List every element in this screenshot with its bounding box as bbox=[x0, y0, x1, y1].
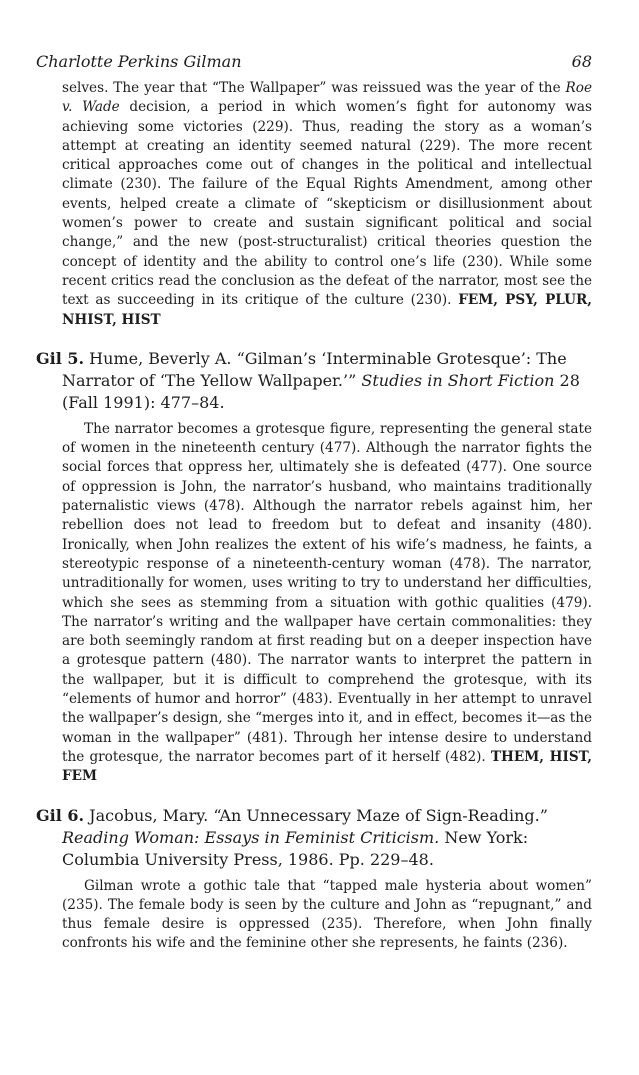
entry-citation bbox=[36, 348, 592, 414]
citation-text-b: 28 (Fall 1991): 477–84. bbox=[62, 370, 580, 412]
continuation-text-2: decision, a period in which women’s fight for autonomy was achieving some victories (229). Thus, reading the story as a woman’s attempt at creating an identity seemed natural (229). The more recent critical approaches come out of changes in the political and intellectual climate (230). The failure of the Equal Rights Amendment, among other events, helped create a climate of “skepticism or disillusionment about women’s power to create and sustain significant political and social change,” and the new (post-structuralist) critical theories question the concept of identity and the ability to control one’s life (230). While some recent critics read the conclusion as the defeat of the narrator, most see the text as succeeding in its critique of the culture (230). bbox=[62, 99, 592, 309]
entry-citation bbox=[36, 805, 592, 871]
entry-annotation bbox=[36, 420, 592, 787]
case-name: Roe v. Wade bbox=[62, 80, 592, 116]
entry-tags: THEM, HIST, FEM bbox=[62, 748, 592, 785]
running-head-author: Charlotte Perkins Gilman bbox=[36, 52, 242, 71]
entry-id: Gil 6. bbox=[36, 805, 85, 825]
citation-text-a: Jacobus, Mary. “An Unnecessary Maze of Sign-Reading.” bbox=[84, 805, 548, 825]
bibliography-entry-gil-6 bbox=[36, 805, 592, 954]
running-header bbox=[36, 52, 592, 71]
entry-annotation bbox=[36, 877, 592, 954]
citation-source: Reading Woman: Essays in Feminist Criticism. bbox=[62, 827, 440, 847]
annotation-text: Gilman wrote a gothic tale that “tapped male hysteria about women” (235). The female body is seen by the culture and John as “repugnant,” and thus female desire is oppressed (235). Therefore, when John finally confronts his wife and the feminine other she represents, he faints (236). bbox=[62, 877, 592, 952]
document-page bbox=[36, 52, 592, 954]
annotation-text: The narrator becomes a grotesque figure, representing the general state of women in the nineteenth century (477). Although the narrator fights the social forces that oppress her, ultimately she is defeated (477). One source of oppression is John, the narrator’s husband, who maintains traditionally paternalistic views (478). Although the narrator rebels against him, her rebellion does not lead to freedom but to defeat and insanity (480). Ironically, when John realizes the extent of his wife’s madness, he faints, a stereotypic response of a nineteenth-century woman (478). The narrator, untraditionally for women, uses writing to try to understand her difficulties, which she sees as stemming from a situation with gothic qualities (479). The narrator’s writing and the wallpaper have certain commonalities: they are both seemingly random at first reading but on a deeper inspection have a grotesque pattern (480). The narrator wants to interpret the pattern in the wallpaper, but it is difficult to comprehend the grotesque, with its “elements of humor and horror” (483). Eventually in her attempt to unravel the wallpaper’s design, she “merges into it, and in effect, becomes it—as the woman in the wallpaper” (481). Through her intense desire to understand the grotesque, the narrator becomes part of it herself (482). bbox=[62, 420, 592, 765]
citation-text-a: Hume, Beverly A. “Gilman’s ‘Interminable Grotesque’: The Narrator of ‘The Yellow Wallpaper.’” bbox=[62, 348, 567, 390]
citation-source: Studies in Short Fiction bbox=[361, 370, 555, 390]
continuation-text-1: selves. The year that “The Wallpaper” was reissued was the year of the bbox=[62, 80, 566, 96]
citation-text-b: New York: Columbia University Press, 1986. Pp. 229–48. bbox=[62, 827, 529, 869]
continuation-tags: FEM, PSY, PLUR, NHIST, HIST bbox=[62, 292, 592, 328]
entry-id: Gil 5. bbox=[36, 348, 85, 368]
continuation-paragraph bbox=[36, 79, 592, 330]
bibliography-entry-gil-5 bbox=[36, 348, 592, 787]
page-number: 68 bbox=[571, 52, 592, 71]
